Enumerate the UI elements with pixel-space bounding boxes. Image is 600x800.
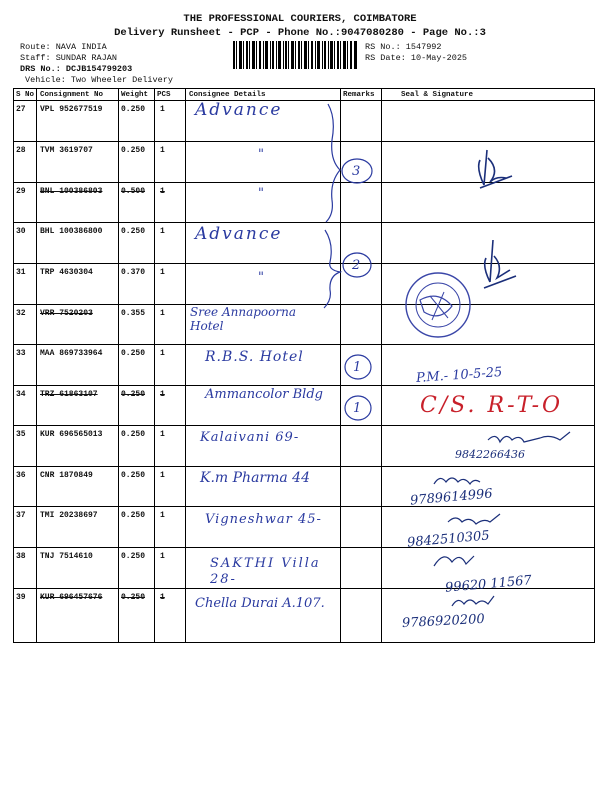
company-title: THE PROFESSIONAL COURIERS, COIMBATORE <box>183 13 417 25</box>
handwritten-ditto: " <box>258 147 264 162</box>
row-consignment: MAA 869733964 <box>40 349 103 358</box>
row-weight: 0.500 <box>121 187 146 196</box>
handwritten-consignee: SAKTHI Villa 28- <box>210 556 321 587</box>
row-consignment: TRZ 61863107 <box>40 390 98 399</box>
row-pcs: 1 <box>160 349 165 358</box>
row-consignment: TNJ 7514610 <box>40 552 93 561</box>
row-weight: 0.370 <box>121 268 146 277</box>
row-consignment: VPL 952677519 <box>40 105 103 114</box>
header-consignment: Consignment No <box>40 91 104 99</box>
row-sno: 33 <box>16 349 26 358</box>
rs-number: RS No.: 1547992 <box>365 42 442 52</box>
barcode-icon <box>233 41 357 69</box>
row-weight: 0.355 <box>121 309 146 318</box>
header-remarks: Remarks <box>343 91 375 99</box>
runsheet-subtitle: Delivery Runsheet - PCP - Phone No.:9047080280 - Page No.:3 <box>114 27 486 39</box>
remark-count: 2 <box>352 258 361 273</box>
remark-count: 1 <box>353 360 362 375</box>
row-sno: 36 <box>16 471 26 480</box>
row-weight: 0.250 <box>121 349 146 358</box>
row-sno: 27 <box>16 105 26 114</box>
handwritten-phone: 99620 11567 <box>444 573 533 596</box>
row-weight: 0.250 <box>121 430 146 439</box>
remark-count: 3 <box>352 164 361 179</box>
row-weight: 0.250 <box>121 511 146 520</box>
route-label: Route: NAVA INDIA <box>20 42 107 52</box>
row-pcs: 1 <box>160 430 165 439</box>
handwritten-consignee: Kalaivani 69- <box>200 430 300 445</box>
row-pcs: 1 <box>160 471 165 480</box>
row-sno: 37 <box>16 511 26 520</box>
row-sno: 31 <box>16 268 26 277</box>
row-weight: 0.250 <box>121 227 146 236</box>
row-consignment: TMI 20238697 <box>40 511 98 520</box>
header-pcs: PCS <box>157 91 171 99</box>
row-pcs: 1 <box>160 268 165 277</box>
remark-count: 1 <box>353 401 362 416</box>
row-consignment: VRR 7520203 <box>40 309 93 318</box>
handwritten-consignee: Chella Durai A.107. <box>195 596 325 611</box>
row-pcs: 1 <box>160 187 165 196</box>
row-pcs: 1 <box>160 593 165 602</box>
handwritten-consignee: Vigneshwar 45- <box>205 512 322 527</box>
row-consignment: BHL 100386800 <box>40 227 103 236</box>
staff-label: Staff: SUNDAR RAJAN <box>20 53 117 63</box>
handwritten-phone: 9786920200 <box>401 611 486 632</box>
handwritten-date-note: P.M.- 10-5-25 <box>415 365 503 386</box>
handwritten-consignee: K.m Pharma 44 <box>200 470 310 486</box>
row-sno: 39 <box>16 593 26 602</box>
row-sno: 30 <box>16 227 26 236</box>
handwritten-ditto: " <box>258 270 264 285</box>
row-consignment: BNL 100386803 <box>40 187 103 196</box>
handwritten-phone: 9842266436 <box>455 448 525 461</box>
row-consignment: KUR 696457676 <box>40 593 103 602</box>
row-pcs: 1 <box>160 511 165 520</box>
row-consignment: CNR 1870849 <box>40 471 93 480</box>
handwritten-phone: 9842510305 <box>406 528 491 551</box>
row-pcs: 1 <box>160 309 165 318</box>
handwritten-consignee: Advance <box>195 224 283 244</box>
header-sno: S No <box>16 91 35 99</box>
header-seal-signature: Seal & Signature <box>401 91 474 99</box>
row-pcs: 1 <box>160 146 165 155</box>
drs-number: DRS No.: DCJB154799203 <box>20 64 133 74</box>
row-consignment: KUR 696565013 <box>40 430 103 439</box>
handwritten-consignee: Advance <box>195 100 283 120</box>
handwritten-phone: 9789614996 <box>409 486 494 509</box>
row-weight: 0.250 <box>121 471 146 480</box>
row-sno: 38 <box>16 552 26 561</box>
header-weight: Weight <box>121 91 149 99</box>
row-sno: 29 <box>16 187 26 196</box>
row-sno: 28 <box>16 146 26 155</box>
handwritten-consignee: Ammancolor Bldg <box>205 387 323 402</box>
row-pcs: 1 <box>160 552 165 561</box>
handwritten-consignee: R.B.S. Hotel <box>205 349 304 365</box>
row-weight: 0.250 <box>121 105 146 114</box>
row-consignment: TVM 3619707 <box>40 146 93 155</box>
row-weight: 0.250 <box>121 593 146 602</box>
row-pcs: 1 <box>160 390 165 399</box>
rs-date: RS Date: 10-May-2025 <box>365 53 468 63</box>
row-consignment: TRP 4630304 <box>40 268 93 277</box>
row-pcs: 1 <box>160 227 165 236</box>
handwritten-cs-note: C/S. R-T-O <box>420 393 564 418</box>
handwritten-ditto: " <box>258 186 264 201</box>
row-pcs: 1 <box>160 105 165 114</box>
row-weight: 0.250 <box>121 390 146 399</box>
vehicle-label: Vehicle: Two Wheeler Delivery <box>25 75 173 85</box>
row-sno: 32 <box>16 309 26 318</box>
row-sno: 35 <box>16 430 26 439</box>
handwritten-consignee: Sree Annapoorna Hotel <box>190 305 297 333</box>
row-sno: 34 <box>16 390 26 399</box>
row-weight: 0.250 <box>121 552 146 561</box>
row-weight: 0.250 <box>121 146 146 155</box>
header-consignee: Consignee Details <box>189 91 266 99</box>
